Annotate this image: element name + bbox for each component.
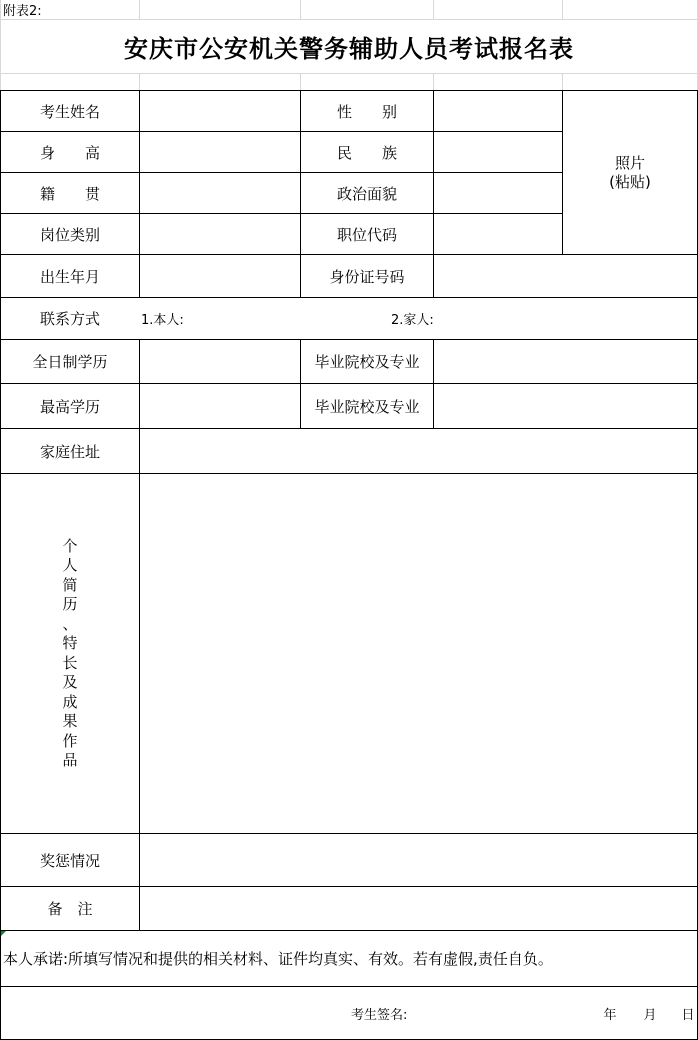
gridline [433,0,434,19]
signature-year: 年 [603,1007,617,1023]
signature-label: 考生签名: [351,1007,408,1023]
post-code-field[interactable] [434,214,562,254]
signature-month: 月 [643,1007,657,1023]
gridline [0,73,698,74]
fulltime-education-field[interactable] [140,340,300,383]
label-height: 身 高 [39,143,100,162]
label-post-code: 职位代码 [336,225,397,244]
birth-date-field[interactable] [140,255,300,297]
form-title: 安庆市公安机关警务辅助人员考试报名表 [124,33,574,63]
school-major-1-field[interactable] [434,340,697,383]
label-id-number: 身份证号码 [329,267,405,286]
label-native-place: 籍 贯 [39,184,100,203]
label-political-status: 政治面貌 [336,184,397,203]
label-highest-education: 最高学历 [39,397,100,416]
post-category-field[interactable] [140,214,300,254]
ethnicity-field[interactable] [434,132,562,172]
contact-family-label: 2.家人: [391,313,434,328]
native-place-field[interactable] [140,173,300,213]
label-ethnicity: 民 族 [336,143,397,162]
photo-box[interactable] [563,91,697,254]
height-field[interactable] [140,132,300,172]
photo-paste-label: (粘贴) [609,172,651,191]
contact-self-label: 1.本人: [141,313,184,328]
gridline [139,73,140,90]
gridline [562,0,563,19]
remarks-field[interactable] [140,887,697,930]
gridline [300,0,301,19]
label-resume [1,474,139,833]
label-awards: 奖惩情况 [39,851,100,870]
gridline [433,73,434,90]
label-remarks: 备 注 [47,900,93,918]
pledge-text: 本人承诺:所填写情况和提供的相关材料、证件均真实、有效。若有虚假,责任自负。 [3,950,553,968]
row-line [0,986,698,987]
label-contact: 联系方式 [39,310,100,328]
id-number-field[interactable] [434,255,697,297]
resume-label-vertical: 个 人 简 历 、 特 长 及 成 果 作 品 [62,536,78,769]
label-post-category: 岗位类别 [39,225,100,244]
gridline [300,73,301,90]
label-school-major-2: 毕业院校及专业 [314,397,420,416]
label-gender: 性 别 [336,102,397,121]
gridline [562,73,563,90]
signature-day: 日 [681,1007,695,1023]
gender-field[interactable] [434,91,562,131]
label-school-major-1: 毕业院校及专业 [314,353,420,371]
label-name: 考生姓名 [39,102,100,121]
attachment-label: 附表2: [3,4,42,19]
label-birth-date: 出生年月 [39,267,100,286]
name-field[interactable] [140,91,300,131]
address-field[interactable] [140,429,697,473]
awards-field[interactable] [140,834,697,886]
label-address: 家庭住址 [39,442,100,461]
political-status-field[interactable] [434,173,562,213]
resume-field[interactable] [140,474,697,833]
highest-education-field[interactable] [140,384,300,428]
label-fulltime-education: 全日制学历 [32,353,108,371]
photo-label: 照片 [614,153,645,172]
school-major-2-field[interactable] [434,384,697,428]
gridline [139,0,140,19]
